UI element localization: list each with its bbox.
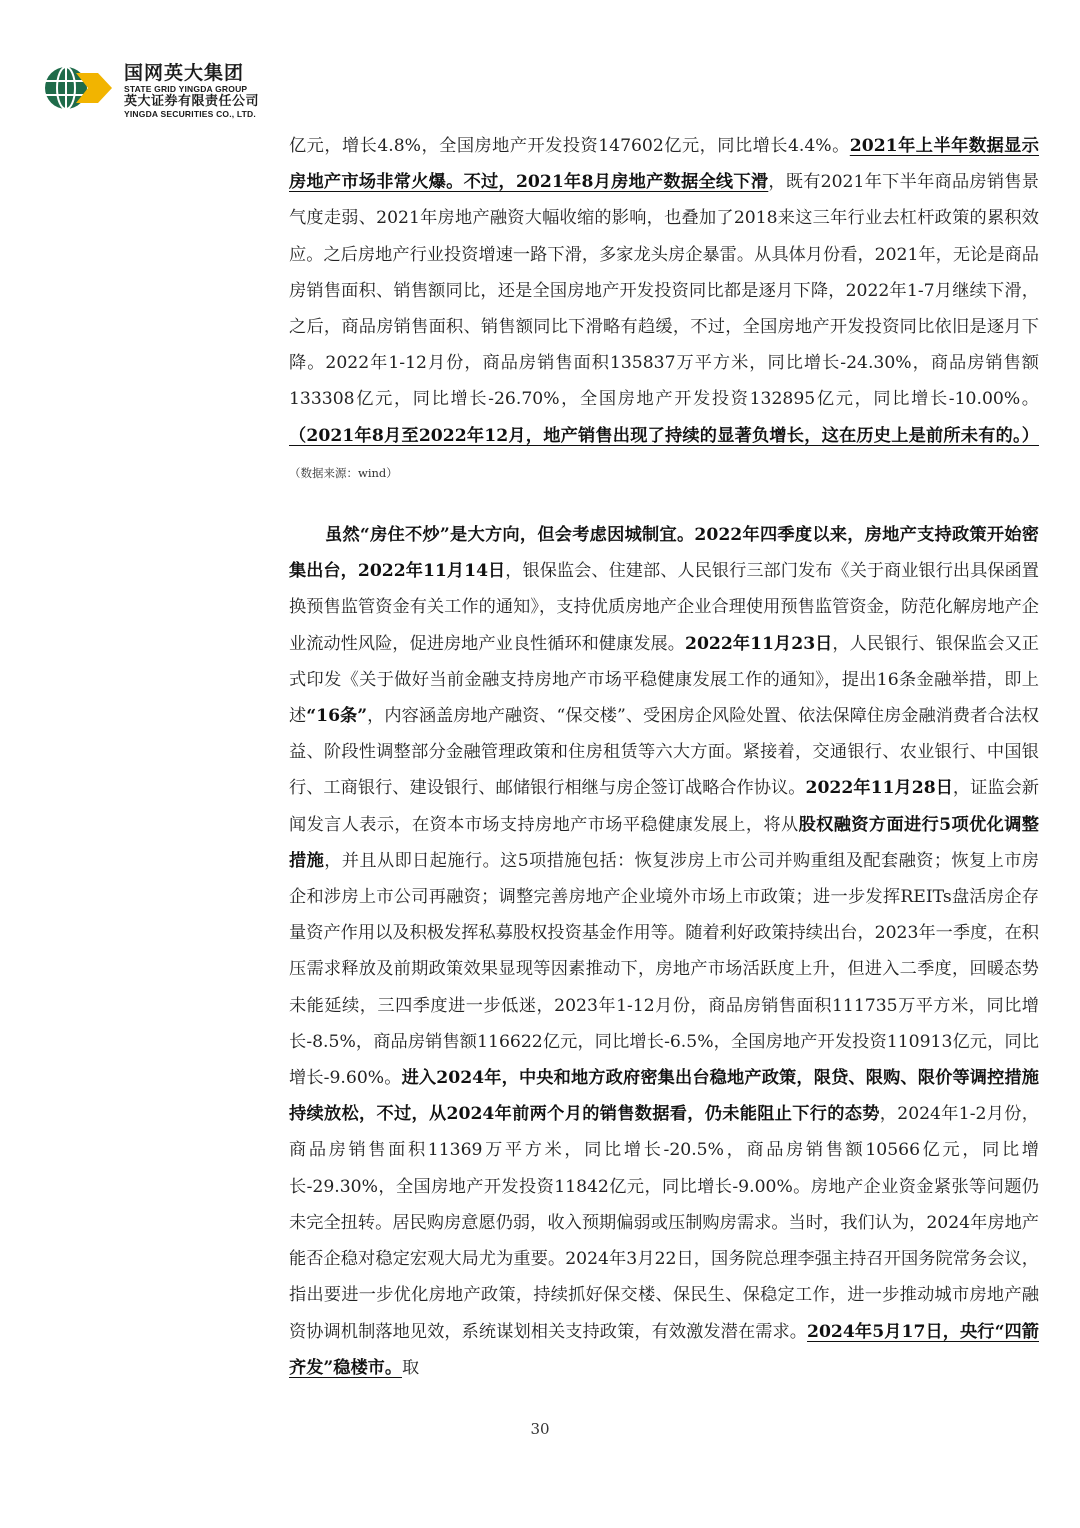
text-run: ，既有2021年下半年商品房销售景气度走弱、2021年房地产融资大幅收缩的影响，也叠加了2018来这三年行业去杠杆政策的累积效应。之后房地产行业投资增速一路下滑，多家龙头房企暴雷。从具体月份看，2021年，无论是商品房销售面积、销售额同比，还是全国房地产开发投资同比都是逐月下降，2022年1-7月继续下滑，之后，商品房销售面积、销售额同比下滑略有趋缓，不过，全国房地产开发投资同比依旧是逐月下降。2022年1-12月份，商品房销售面积135837万平方米，同比增长-24.30%，商品房销售额133308亿元，同比增长-26.70%，全国房地产开发投资132895亿元，同比增长-10.00%。 bbox=[289, 172, 1039, 410]
text-run: ，内容涵盖房地产融资、“保交楼”、受困房企风险处置、依法保障住房金融消费者合法权益、阶段性调整部分金融管理政策和住房租赁等六大方面。紧接着，交通银行、农业银行、中国银行、工商银行、建设银行、邮储银行相继与房企签订战略合作协议。 bbox=[289, 706, 1039, 799]
subsidiary-name-cn: 英大证券有限责任公司 bbox=[124, 94, 260, 109]
policy-intro-bold: 虽然“房住不炒”是大方向，但会考虑因城制宜。2022年四季度以来，房地产支持政策开始密集出台，2022年11月14日 bbox=[289, 525, 1039, 582]
key-finding-negative-growth: （2021年8月至2022年12月，地产销售出现了持续的显著负增长，这在历史上是前所未有的。） bbox=[289, 425, 1039, 446]
equity-financing-measures: 股权融资方面进行5项优化调整措施 bbox=[289, 814, 1039, 871]
text-run: ，银保监会、住建部、人民银行三部门发布《关于商业银行出具保函置换预售监管资金有关工作的通知》，支持优质房地产企业合理使用预售监管资金，防范化解房地产企业流动性风险，促进房地产业良性循环和健康发展。 bbox=[289, 561, 1039, 654]
report-body bbox=[289, 128, 1039, 1386]
key-finding-2021-decline: 2021年上半年数据显示房地产市场非常火爆。不过，2021年8月房地产数据全线下滑 bbox=[289, 136, 1039, 193]
text-run: 取 bbox=[402, 1357, 420, 1378]
paragraph-housing-market-2021-2022 bbox=[289, 128, 1039, 491]
subsidiary-name-en: YINGDA SECURITIES CO., LTD. bbox=[124, 109, 256, 119]
company-name-en: STATE GRID YINGDA GROUP bbox=[124, 84, 248, 94]
globe-arrow-icon bbox=[42, 64, 116, 116]
text-run: 亿元，增长4.8%，全国房地产开发投资147602亿元，同比增长4.4%。 bbox=[289, 136, 850, 156]
paragraph-policy-support bbox=[289, 517, 1039, 1386]
text-run: ，并且从即日起施行。这5项措施包括：恢复涉房上市公司并购重组及配套融资；恢复上市房企和涉房上市公司再融资；调整完善房地产企业境外市场上市政策；进一步发挥REITs盘活房企存量资产作用以及积极发挥私募股权投资基金作用等。随着利好政策持续出台，2023年一季度，在积压需求释放及前期政策效果显现等因素推动下，房地产市场活跃度上升，但进入二季度，回暖态势未能延续，三四季度进一步低迷，2023年1-12月份，商品房销售面积111735万平方米，同比增长-8.5%，商品房销售额116622亿元，同比增长-6.5%，全国房地产开发投资110913亿元，同比增长-9.60%。 bbox=[289, 850, 1039, 1089]
pboc-four-arrows: 2024年5月17日，央行“四箭齐发”稳楼市。 bbox=[289, 1321, 1039, 1378]
date-2022-11-28: 2022年11月28日 bbox=[805, 778, 953, 799]
data-source-note: （数据来源：wind） bbox=[289, 465, 398, 480]
text-run: ，人民银行、银保监会又正式印发《关于做好当前金融支持房地产市场平稳健康发展工作的通知》，提出16条金融举措，即上述 bbox=[289, 633, 1039, 727]
company-name-cn: 国网英大集团 bbox=[124, 62, 245, 84]
date-2022-11-23: 2022年11月23日 bbox=[684, 633, 833, 654]
sixteen-measures-label: “16条” bbox=[306, 706, 368, 727]
company-logo bbox=[42, 62, 302, 126]
text-run: ，证监会新闻发言人表示，在资本市场支持房地产市场平稳健康发展上，将从 bbox=[289, 778, 1039, 835]
page-number: 30 bbox=[530, 1420, 550, 1438]
text-run: ，2024年1-2月份，商品房销售面积11369万平方米，同比增长-20.5%，商品房销售额10566亿元，同比增长-29.30%，全国房地产开发投资11842亿元，同比增长-9.00%。房地产企业资金紧张等问题仍未完全扭转。居民购房意愿仍弱，收入预期偏弱或压制购房需求。当时，我们认为，2024年房地产能否企稳对稳定宏观大局尤为重要。2024年3月22日，国务院总理李强主持召开国务院常务会议，指出要进一步优化房地产政策，持续抓好保交楼、保民生、保稳定工作，进一步推动城市房地产融资协调机制落地见效，系统谋划相关支持政策，有效激发潜在需求。 bbox=[289, 1104, 1039, 1342]
policy-2024-bold: 进入2024年，中央和地方政府密集出台稳地产政策，限贷、限购、限价等调控措施持续放松，不过，从2024年前两个月的销售数据看，仍未能阻止下行的态势 bbox=[289, 1068, 1039, 1125]
